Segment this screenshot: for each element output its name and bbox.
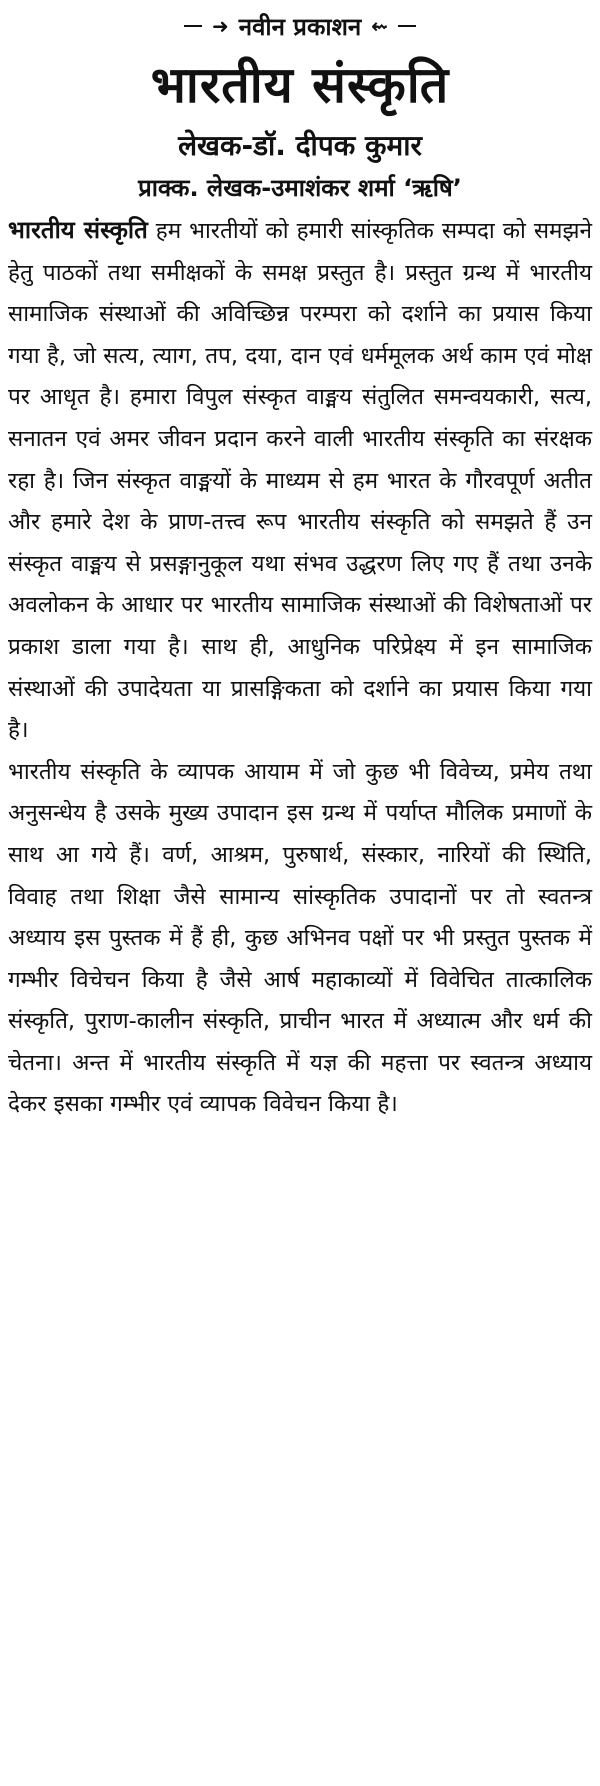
paragraph-1-lead: भारतीय संस्कृति [8, 216, 148, 244]
right-arrow-icon: ➜ [211, 14, 229, 38]
left-arrow-icon: ⇜ [371, 14, 389, 38]
paragraph-2-text: भारतीय संस्कृति के व्यापक आयाम में जो कुछ भी विवेच्य, प्रमेय तथा अनुसन्धेय है उसके मुख्य उपादान इस ग्रन्थ में पर्याप्त मौलिक प्रमाणों के साथ आ गये हैं। वर्ण, आश्रम, पुरुषार्थ, संस्कार, नारियों की स्थिति, विवाह तथा शिक्षा जैसे सामान्य सांस्कृतिक उपादानों पर तो स्वतन्त्र अध्याय इस पुस्तक में हैं ही, कुछ अभिनव पक्षों पर भी प्रस्तुत पुस्तक में गम्भीर विचेचन किया है जैसे आर्ष महाकाव्यों में विवेचित तात्कालिक संस्कृति, पुराण-कालीन संस्कृति, प्राचीन भारत में अध्यात्म और धर्म की चेतना। अन्त में भारतीय संस्कृति में यज्ञ की महत्ता पर स्वतन्त्र अध्याय देकर इसका गम्भीर एवं व्यापक विवेचन किया है। [8, 758, 592, 1118]
section-label [8, 6, 592, 46]
preface-author: प्राक्क. लेखक-उमाशंकर शर्मा ‘ऋषि’ [138, 174, 462, 202]
paragraph-1-text: हम भारतीयों को हमारी सांस्कृतिक सम्पदा को समझने हेतु पाठकों तथा समीक्षकों के समक्ष प्रस्तुत है। प्रस्तुत ग्रन्थ में भारतीय सामाजिक संस्थाओं की अविच्छिन्न परम्परा को दर्शाने का प्रयास किया गया है, जो सत्य, त्याग, तप, दया, दान एवं धर्ममूलक अर्थ काम एवं मोक्ष पर आधृत है। हमारा विपुल संस्कृत वाङ्मय संतुलित समन्वयकारी, सत्य, सनातन एवं अमर जीवन प्रदान करने वाली भारतीय संस्कृति का संरक्षक रहा है। जिन संस्कृत वाङ्मयों के माध्यम से हम भारत के गौरवपूर्ण अतीत और हमारे देश के प्राण-तत्त्व रूप भारतीय संस्कृति को समझते हैं उन संस्कृत वाङ्मय से प्रसङ्गानुकूल यथा संभव उद्धरण लिए गए हैं तथा उनके अवलोकन के आधार पर भारतीय सामाजिक संस्थाओं की विशेषताओं पर प्रकाश डाला गया है। साथ ही, आधुनिक परिप्रेक्ष्य में इन सामाजिक संस्थाओं की उपादेयता या प्रासङ्गिकता को दर्शाने का प्रयास किया गया है। [8, 218, 592, 744]
paragraph-1 [8, 210, 592, 752]
paragraph-2 [8, 752, 592, 1126]
book-author: लेखक-डॉ. दीपक कुमार [178, 129, 422, 162]
section-label-text: नवीन प्रकाशन [238, 12, 362, 41]
right-rule [398, 25, 416, 27]
left-rule [184, 25, 202, 27]
book-title: भारतीय संस्कृति [150, 56, 450, 114]
